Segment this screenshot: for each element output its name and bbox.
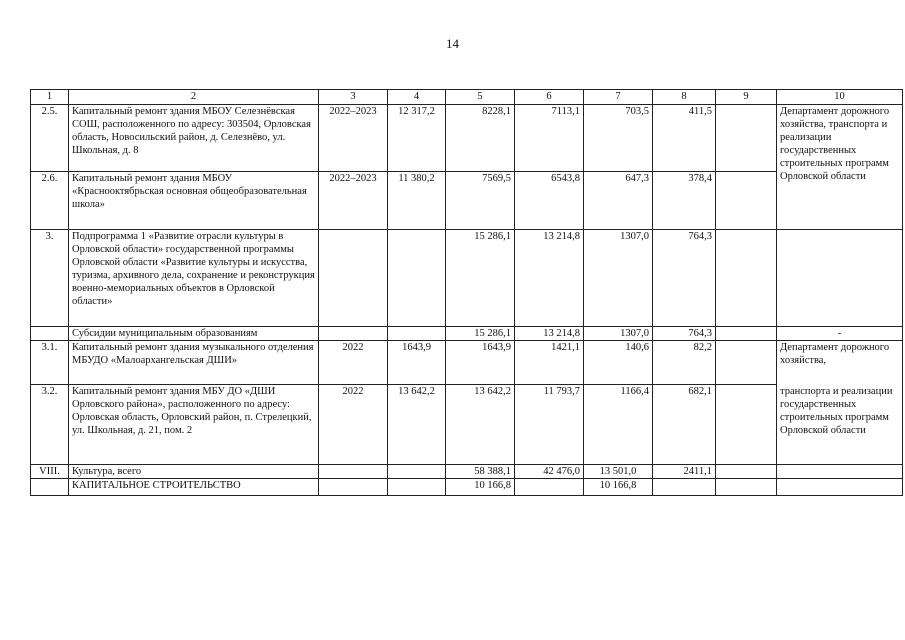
- row-col5: 15 286,1: [446, 327, 515, 341]
- row-col4: 11 380,2: [388, 172, 446, 230]
- row-col8: 764,3: [653, 230, 716, 327]
- row-col8: [653, 479, 716, 496]
- row-col5: 7569,5: [446, 172, 515, 230]
- row-col5: 1643,9: [446, 341, 515, 385]
- row-name: Субсидии муниципальным образованиям: [69, 327, 319, 341]
- department-cell-bottom: транспорта и реализации государственных строительных программ Орловской области: [777, 385, 903, 465]
- row-col7: 1307,0: [584, 327, 653, 341]
- row-col4: [388, 479, 446, 496]
- row-years: [319, 465, 388, 479]
- row-col9: [716, 341, 777, 385]
- table-row: [31, 105, 903, 172]
- row-years: 2022: [319, 385, 388, 465]
- header-cell: 1: [31, 90, 69, 105]
- row-col8: 378,4: [653, 172, 716, 230]
- row-col8: 82,2: [653, 341, 716, 385]
- row-col6: 6543,8: [515, 172, 584, 230]
- row-col7: 703,5: [584, 105, 653, 172]
- row-col5: 15 286,1: [446, 230, 515, 327]
- row-col5: 10 166,8: [446, 479, 515, 496]
- row-col4: [388, 465, 446, 479]
- department-cell: Департамент дорожного хозяйства, транспорта и реализации государственных строительных программ Орловской области: [777, 105, 903, 230]
- row-col6: 1421,1: [515, 341, 584, 385]
- row-name: Капитальный ремонт здания МБОУ «Краснооктябрьская основная общеобразовательная школа»: [69, 172, 319, 230]
- row-col10: [777, 479, 903, 496]
- row-col10: [777, 465, 903, 479]
- row-col7: 647,3: [584, 172, 653, 230]
- row-col6: 11 793,7: [515, 385, 584, 465]
- row-col7: 1307,0: [584, 230, 653, 327]
- row-col5: 8228,1: [446, 105, 515, 172]
- program-table: [30, 89, 903, 496]
- row-name: Капитальный ремонт здания музыкального отделения МБУДО «Малоархангельская ДШИ»: [69, 341, 319, 385]
- header-cell: 8: [653, 90, 716, 105]
- row-number: 3.: [31, 230, 69, 327]
- table-row: [31, 465, 903, 479]
- row-col6: 42 476,0: [515, 465, 584, 479]
- row-col6: [515, 479, 584, 496]
- header-cell: 6: [515, 90, 584, 105]
- row-name: Культура, всего: [69, 465, 319, 479]
- row-col7: 10 166,8: [584, 479, 653, 496]
- row-col6: 13 214,8: [515, 230, 584, 327]
- row-col10: [777, 230, 903, 327]
- row-col9: [716, 465, 777, 479]
- row-col9: [716, 327, 777, 341]
- header-cell: 4: [388, 90, 446, 105]
- row-col6: 7113,1: [515, 105, 584, 172]
- row-col8: 682,1: [653, 385, 716, 465]
- table-row: [31, 385, 903, 465]
- row-years: [319, 479, 388, 496]
- row-col9: [716, 105, 777, 172]
- header-cell: 5: [446, 90, 515, 105]
- row-number: 2.5.: [31, 105, 69, 172]
- row-name: Капитальный ремонт здания МБОУ Селезнёвская СОШ, расположенного по адресу: 303504, Орловская область, Новосильский район, д. Селезнёво, ул. Школьная, д. 8: [69, 105, 319, 172]
- row-col9: [716, 230, 777, 327]
- row-col4: 1643,9: [388, 341, 446, 385]
- row-number: 2.6.: [31, 172, 69, 230]
- row-number: VIII.: [31, 465, 69, 479]
- header-cell: 2: [69, 90, 319, 105]
- row-col7: 13 501,0: [584, 465, 653, 479]
- header-cell: 10: [777, 90, 903, 105]
- row-col4: [388, 327, 446, 341]
- row-name: Подпрограмма 1 «Развитие отрасли культуры в Орловской области» государственной программы Орловской области «Развитие культуры и искусства, туризма, архивного дела, сохранение и реконструкция военно-мемориальных объектов в Орловской области»: [69, 230, 319, 327]
- row-col8: 764,3: [653, 327, 716, 341]
- header-cell: 7: [584, 90, 653, 105]
- row-years: 2022–2023: [319, 172, 388, 230]
- page-number: 14: [446, 36, 459, 51]
- row-col4: 12 317,2: [388, 105, 446, 172]
- row-years: 2022: [319, 341, 388, 385]
- row-col5: 58 388,1: [446, 465, 515, 479]
- row-years: 2022–2023: [319, 105, 388, 172]
- row-col9: [716, 479, 777, 496]
- header-row: [31, 90, 903, 105]
- row-col9: [716, 172, 777, 230]
- row-years: [319, 327, 388, 341]
- row-name: КАПИТАЛЬНОЕ СТРОИТЕЛЬСТВО: [69, 479, 319, 496]
- row-years: [319, 230, 388, 327]
- table-row: [31, 479, 903, 496]
- row-col9: [716, 385, 777, 465]
- row-number: [31, 327, 69, 341]
- header-cell: 9: [716, 90, 777, 105]
- table-row: [31, 341, 903, 385]
- header-cell: 3: [319, 90, 388, 105]
- table-row: [31, 230, 903, 327]
- row-number: 3.1.: [31, 341, 69, 385]
- row-number: 3.2.: [31, 385, 69, 465]
- table-row: [31, 172, 903, 230]
- row-col4: 13 642,2: [388, 385, 446, 465]
- row-col7: 140,6: [584, 341, 653, 385]
- row-number: [31, 479, 69, 496]
- row-col6: 13 214,8: [515, 327, 584, 341]
- row-col7: 1166,4: [584, 385, 653, 465]
- row-col8: 411,5: [653, 105, 716, 172]
- table-row: [31, 327, 903, 341]
- row-col5: 13 642,2: [446, 385, 515, 465]
- row-col10: -: [777, 327, 903, 341]
- row-col8: 2411,1: [653, 465, 716, 479]
- department-cell-top: Департамент дорожного хозяйства,: [777, 341, 903, 385]
- row-col4: [388, 230, 446, 327]
- row-name: Капитальный ремонт здания МБУ ДО «ДШИ Орловского района», расположенного по адресу: Орловская область, Орловский район, п. Стрелецкий, ул. Школьная, д. 21, пом. 2: [69, 385, 319, 465]
